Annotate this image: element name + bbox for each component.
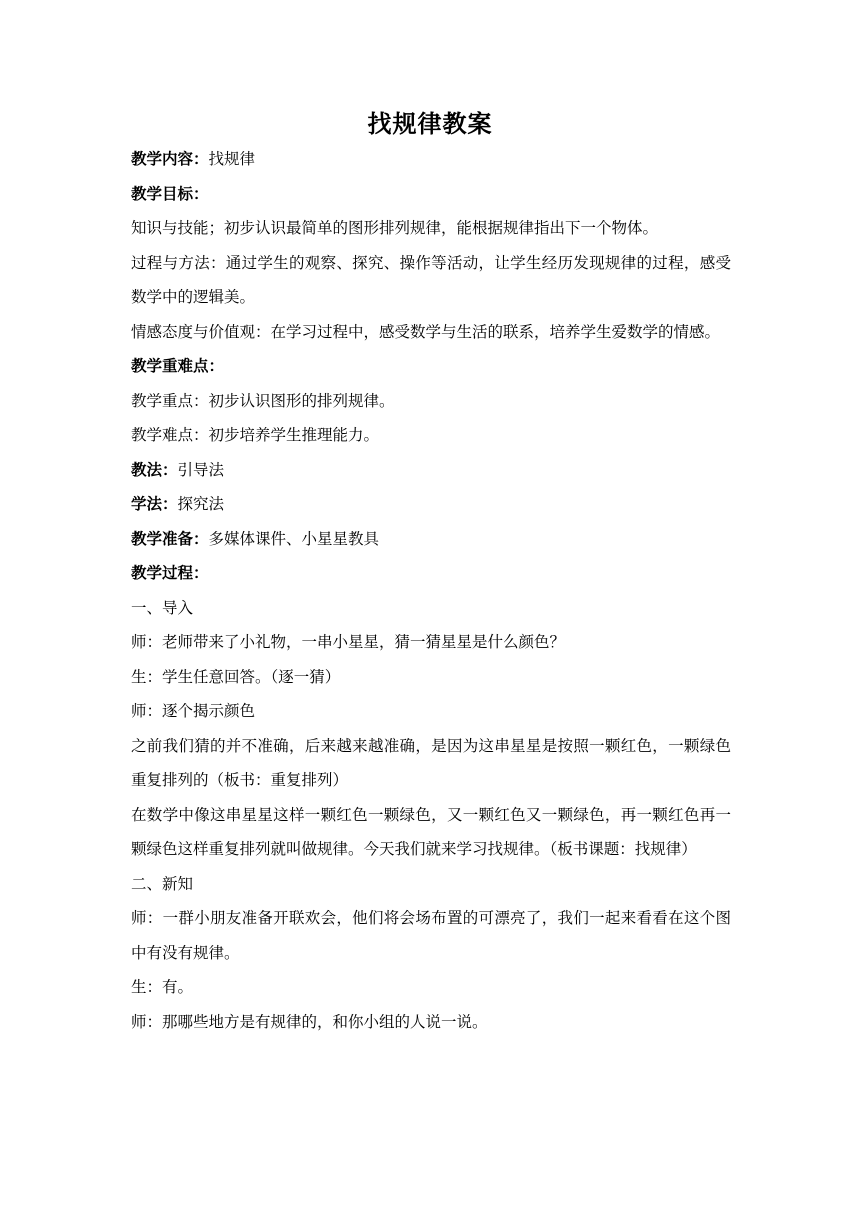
teaching-content-value: 找规律 bbox=[208, 150, 256, 168]
preparation-label: 教学准备： bbox=[131, 528, 209, 548]
key-points-heading: 教学重难点： bbox=[131, 356, 225, 375]
teaching-content-label: 教学内容： bbox=[131, 149, 209, 168]
learning-method-value: 探究法 bbox=[177, 495, 225, 513]
learning-method-label: 学法： bbox=[131, 494, 178, 513]
preparation-line bbox=[131, 522, 731, 557]
teaching-content-line bbox=[131, 142, 731, 177]
process-heading: 教学过程： bbox=[131, 563, 209, 582]
goal-knowledge: 知识与技能；初步认识最简单的图形排列规律，能根据规律指出下一个物体。 bbox=[131, 219, 659, 237]
goals-heading: 教学目标： bbox=[131, 183, 209, 203]
teaching-method-label: 教法： bbox=[131, 459, 178, 479]
goal-emotion: 情感态度与价值观：在学习过程中，感受数学与生活的联系，培养学生爱数学的情感。 bbox=[131, 322, 721, 341]
difficult-point: 教学难点：初步培养学生推理能力。 bbox=[131, 426, 380, 444]
section-intro: 一、导入 bbox=[131, 598, 194, 617]
goal-process: 过程与方法：通过学生的观察、探究、操作等活动，让学生经历发现规律的过程，感受数学中的逻辑美。 bbox=[131, 253, 731, 306]
paragraph: 师：老师带来了小礼物，一串小星星，猜一猜星星是什么颜色？ bbox=[131, 633, 566, 651]
paragraph: 在数学中像这串星星这样一颗红色一颗绿色，又一颗红色又一颗绿色，再一颗红色再一颗绿色这样重复排列就叫做规律。今天我们就来学习找规律。（板书课题：找规律） bbox=[131, 805, 731, 858]
paragraph: 师：逐个揭示颜色 bbox=[131, 702, 256, 720]
section-new-knowledge: 二、新知 bbox=[131, 874, 194, 893]
teaching-method-line bbox=[131, 453, 731, 488]
teaching-method-value: 引导法 bbox=[177, 460, 225, 479]
key-point: 教学重点：初步认识图形的排列规律。 bbox=[131, 391, 395, 410]
paragraph: 之前我们猜的并不准确，后来越来越准确，是因为这串星星是按照一颗红色，一颗绿色重复排列的（板书：重复排列） bbox=[131, 736, 731, 789]
paragraph: 师：那哪些地方是有规律的，和你小组的人说一说。 bbox=[131, 1012, 488, 1031]
paragraph: 生：学生任意回答。（逐一猜） bbox=[131, 667, 341, 686]
preparation-value: 多媒体课件、小星星教具 bbox=[208, 529, 380, 548]
paragraph: 师：一群小朋友准备开联欢会，他们将会场布置的可漂亮了，我们一起来看看在这个图中有没有规律。 bbox=[131, 909, 731, 962]
document-title: 找规律教案 bbox=[367, 109, 493, 138]
document-body bbox=[131, 142, 731, 1039]
learning-method-line bbox=[131, 487, 731, 522]
paragraph: 生：有。 bbox=[131, 978, 194, 996]
